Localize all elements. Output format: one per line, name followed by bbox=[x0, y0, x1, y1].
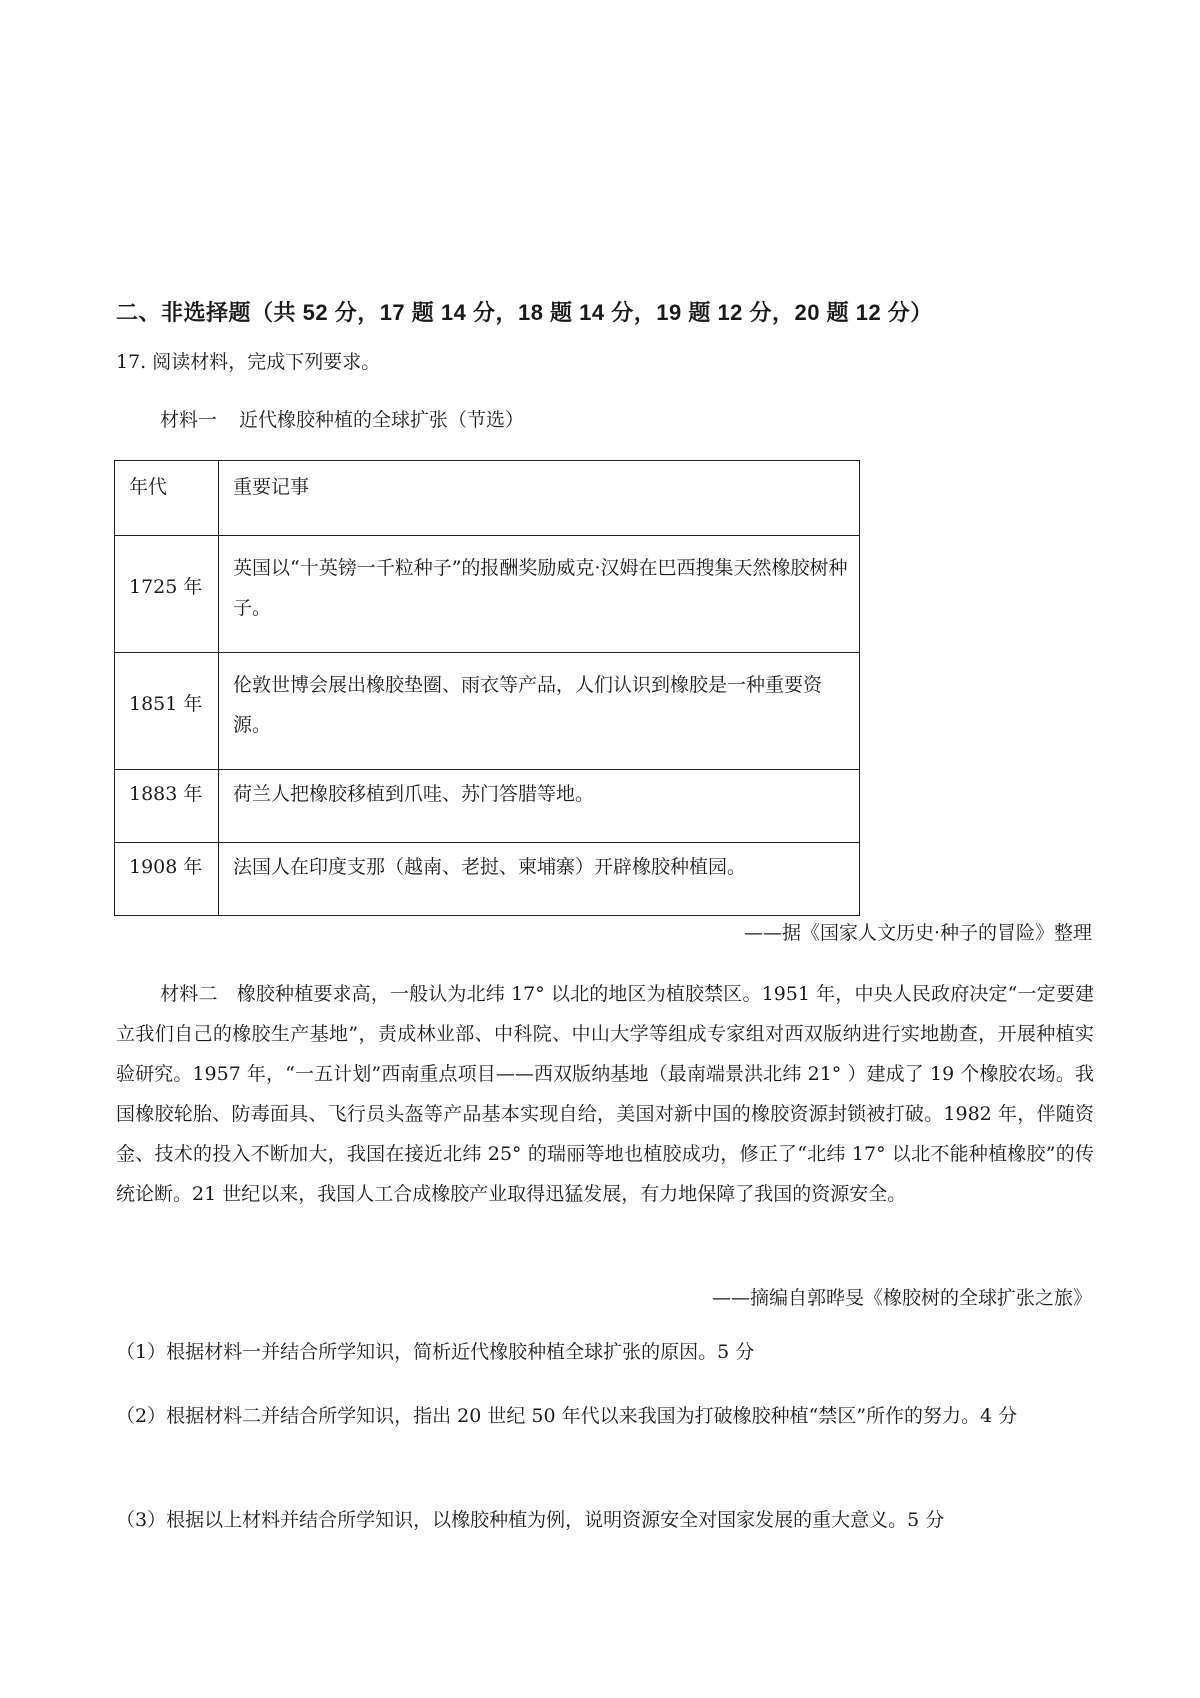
table-header-row bbox=[115, 461, 860, 536]
row-year: 1725 年 bbox=[115, 536, 219, 653]
material1-label: 材料一 bbox=[160, 409, 218, 431]
material2-paragraph bbox=[116, 974, 1094, 1214]
row-year: 1883 年 bbox=[115, 770, 219, 843]
row-event: 荷兰人把橡胶移植到爪哇、苏门答腊等地。 bbox=[219, 770, 860, 843]
material2-source: ——摘编自郭晔旻《橡胶树的全球扩张之旅》 bbox=[711, 1287, 1092, 1309]
material2-text: 材料二 橡胶种植要求高，一般认为北纬 17° 以北的地区为植胶禁区。1951 年，中央人民政府决定“一定要建立我们自己的橡胶生产基地”，责成林业部、中科院、中山大学等组成专家组对西双版纳进行实地勘查，开展种植实验研究。1957 年，“一五计划”西南重点项目——西双版纳基地（最南端景洪北纬 21° ）建成了 19 个橡胶农场。我国橡胶轮胎、防毒面具、飞行员头盔等产品基本实现自给，美国对新中国的橡胶资源封锁被打破。1982 年，伴随资金、技术的投入不断加大，我国在接近北纬 25° 的瑞丽等地也植胶成功，修正了“北纬 17° 以北不能种植橡胶”的传统论断。21 世纪以来，我国人工合成橡胶产业取得迅猛发展，有力地保障了我国的资源安全。 bbox=[116, 983, 1094, 1205]
row-event: 法国人在印度支那（越南、老挝、柬埔寨）开辟橡胶种植园。 bbox=[219, 843, 860, 916]
table-row bbox=[115, 843, 860, 916]
row-year: 1908 年 bbox=[115, 843, 219, 916]
header-year: 年代 bbox=[115, 461, 219, 536]
header-event: 重要记事 bbox=[219, 461, 860, 536]
section-heading: 二、非选择题（共 52 分，17 题 14 分，18 题 14 分，19 题 12 分，20 题 12 分） bbox=[116, 300, 933, 325]
question-intro: 17. 阅读材料，完成下列要求。 bbox=[116, 351, 381, 373]
sub-question-1: （1）根据材料一并结合所学知识，简析近代橡胶种植全球扩张的原因。5 分 bbox=[116, 1341, 755, 1363]
sub-question-2: （2）根据材料二并结合所学知识，指出 20 世纪 50 年代以来我国为打破橡胶种植“禁区”所作的努力。4 分 bbox=[116, 1405, 1018, 1427]
table-row bbox=[115, 536, 860, 653]
sub-question-3: （3）根据以上材料并结合所学知识，以橡胶种植为例，说明资源安全对国家发展的重大意义。5 分 bbox=[116, 1509, 945, 1531]
table-row bbox=[115, 653, 860, 770]
table-row bbox=[115, 770, 860, 843]
row-event: 英国以“十英镑一千粒种子”的报酬奖励威克·汉姆在巴西搜集天然橡胶树种子。 bbox=[219, 536, 860, 653]
material1-source: ——据《国家人文历史·种子的冒险》整理 bbox=[743, 922, 1092, 944]
row-year: 1851 年 bbox=[115, 653, 219, 770]
events-table bbox=[114, 460, 860, 916]
row-event: 伦敦世博会展出橡胶垫圈、雨衣等产品，人们认识到橡胶是一种重要资源。 bbox=[219, 653, 860, 770]
material1-title bbox=[160, 405, 524, 432]
material1-caption: 近代橡胶种植的全球扩张（节选） bbox=[239, 409, 525, 431]
